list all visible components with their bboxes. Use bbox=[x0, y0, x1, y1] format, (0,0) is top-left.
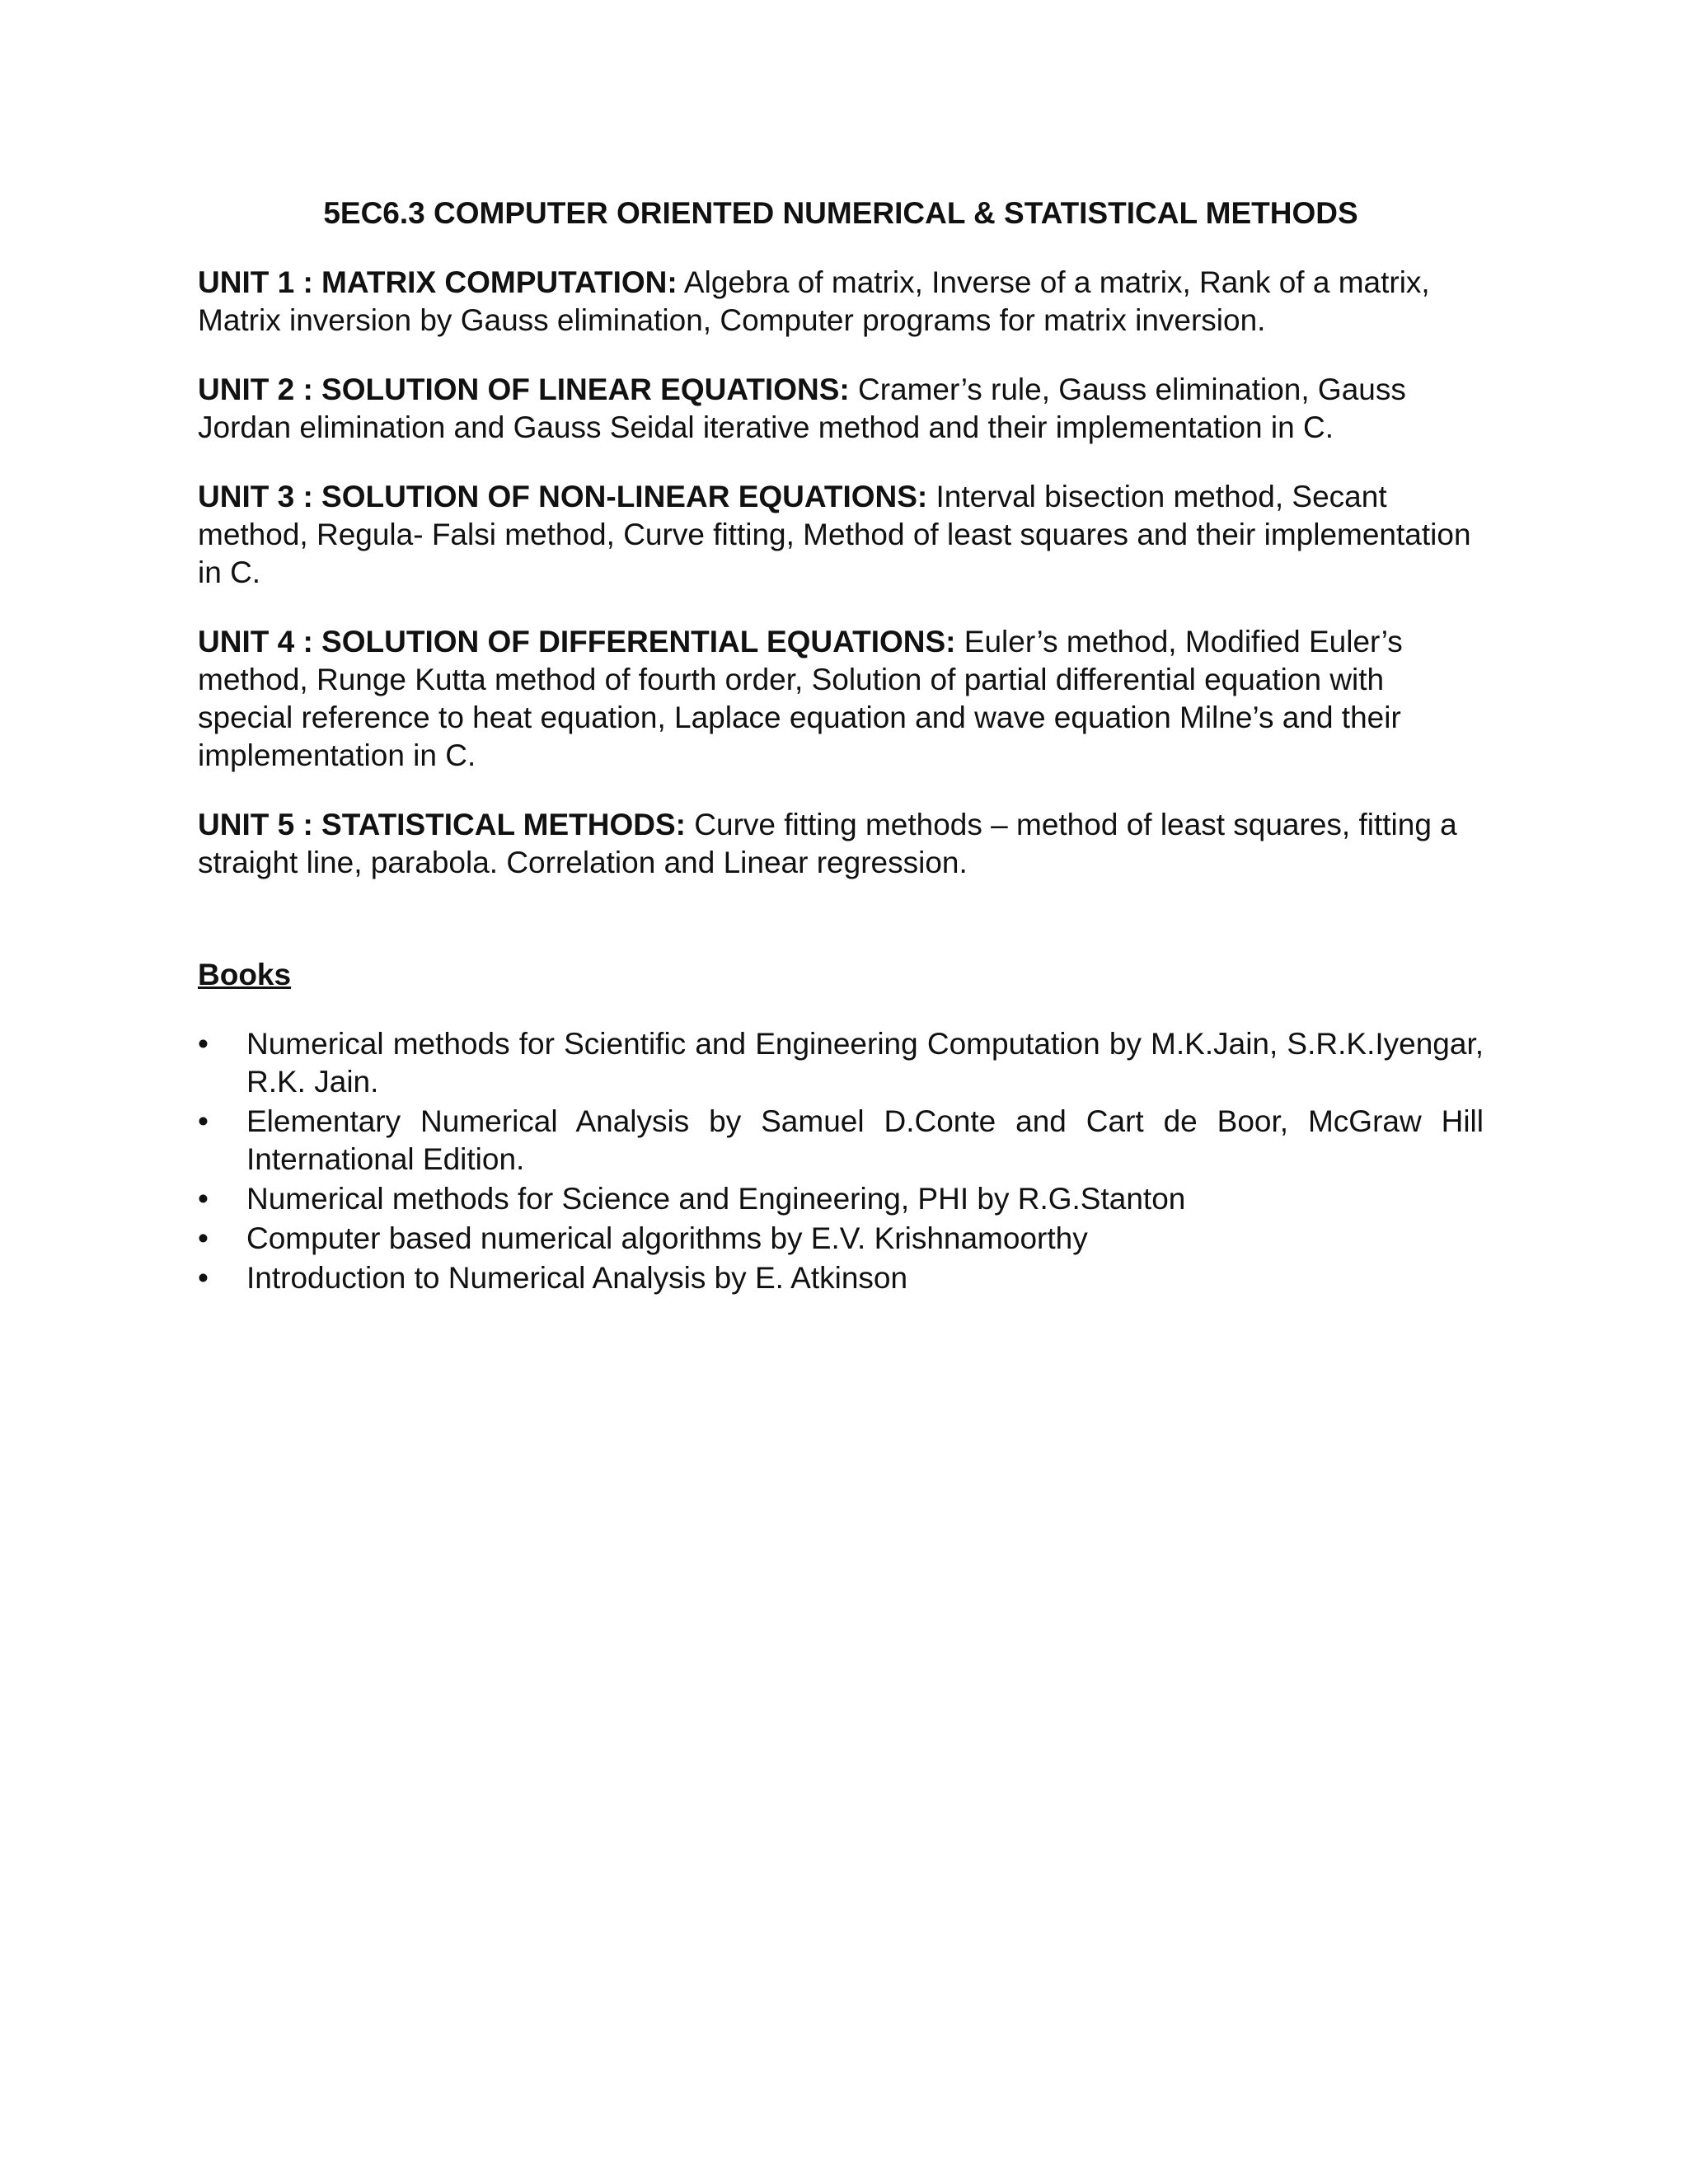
book-item bbox=[198, 1025, 1484, 1101]
bullet-icon: • bbox=[198, 1027, 209, 1061]
book-title: Computer based numerical algorithms by E.V. Krishnamoorthy bbox=[246, 1221, 1088, 1255]
bullet-icon: • bbox=[198, 1104, 209, 1138]
unit-4-text: Euler’s method, Modified Euler’s method, Runge Kutta method of fourth order, Solution of partial differential equation with special reference to heat equation, Laplace equation and wave equation Milne’s and their implementation in C. bbox=[198, 625, 1403, 772]
book-item bbox=[198, 1220, 1484, 1258]
unit-1-text: Algebra of matrix, Inverse of a matrix, Rank of a matrix, Matrix inversion by Gauss elimination, Computer programs for matrix inversion. bbox=[198, 265, 1430, 337]
book-title: Numerical methods for Science and Engineering, PHI by R.G.Stanton bbox=[246, 1182, 1186, 1216]
book-list bbox=[198, 1025, 1484, 1297]
unit-1-label: UNIT 1 : MATRIX COMPUTATION: bbox=[198, 265, 678, 299]
book-item bbox=[198, 1103, 1484, 1179]
unit-2 bbox=[198, 371, 1484, 447]
book-title: Introduction to Numerical Analysis by E. Atkinson bbox=[246, 1261, 908, 1295]
bullet-icon: • bbox=[198, 1261, 209, 1295]
book-item bbox=[198, 1259, 1484, 1297]
book-title: Numerical methods for Scientific and Engineering Computation by M.K.Jain, S.R.K.Iyengar, R.K. Jain. bbox=[246, 1027, 1484, 1099]
book-item bbox=[198, 1180, 1484, 1218]
unit-2-label: UNIT 2 : SOLUTION OF LINEAR EQUATIONS: bbox=[198, 373, 850, 406]
unit-1 bbox=[198, 264, 1484, 340]
book-title: Elementary Numerical Analysis by Samuel D.Conte and Cart de Boor, McGraw Hill International Edition. bbox=[246, 1104, 1484, 1176]
unit-5-text: Curve fitting methods – method of least squares, fitting a straight line, parabola. Correlation and Linear regression. bbox=[198, 808, 1457, 879]
unit-4 bbox=[198, 623, 1484, 775]
course-title: 5EC6.3 COMPUTER ORIENTED NUMERICAL & STATISTICAL METHODS bbox=[323, 196, 1358, 230]
bullet-icon: • bbox=[198, 1221, 209, 1255]
unit-5-label: UNIT 5 : STATISTICAL METHODS: bbox=[198, 808, 686, 841]
unit-2-text: Cramer’s rule, Gauss elimination, Gauss Jordan elimination and Gauss Seidal iterative method and their implementation in C. bbox=[198, 373, 1406, 444]
unit-4-label: UNIT 4 : SOLUTION OF DIFFERENTIAL EQUATIONS: bbox=[198, 625, 956, 658]
unit-5 bbox=[198, 806, 1484, 882]
syllabus-page bbox=[198, 194, 1484, 1299]
unit-3 bbox=[198, 478, 1484, 592]
books-heading: Books bbox=[198, 958, 292, 991]
bullet-icon: • bbox=[198, 1182, 209, 1216]
unit-3-label: UNIT 3 : SOLUTION OF NON-LINEAR EQUATIONS: bbox=[198, 480, 928, 513]
unit-3-text: Interval bisection method, Secant method, Regula- Falsi method, Curve fitting, Method of least squares and their implementation in C. bbox=[198, 480, 1471, 589]
